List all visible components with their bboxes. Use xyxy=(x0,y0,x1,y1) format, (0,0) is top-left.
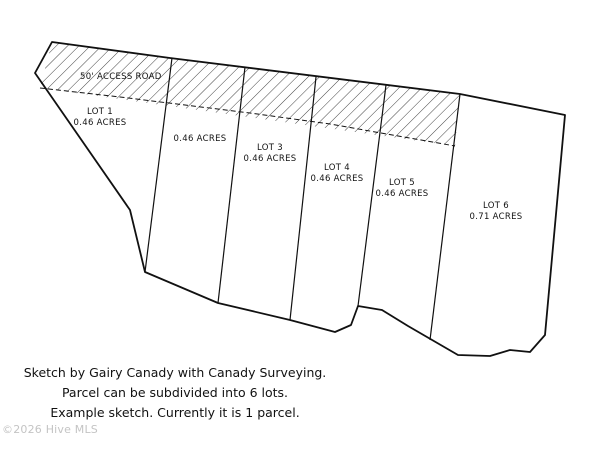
lot-3-name: LOT 3 xyxy=(257,143,283,153)
lot-1-name: LOT 1 xyxy=(87,107,113,117)
lot-3-area: 0.46 ACRES xyxy=(243,154,297,164)
lot-6-area: 0.71 ACRES xyxy=(469,212,523,222)
road-label: 50' ACCESS ROAD xyxy=(80,72,162,82)
lot-5-area: 0.46 ACRES xyxy=(375,189,429,199)
lot-4-area: 0.46 ACRES xyxy=(310,174,364,184)
lot-1-area: 0.46 ACRES xyxy=(73,118,127,128)
lot-2-area: 0.46 ACRES xyxy=(173,134,227,144)
caption-line-2: Parcel can be subdivided into 6 lots. xyxy=(61,385,289,400)
caption-line-1: Sketch by Gairy Canady with Canady Surveying. xyxy=(23,365,327,380)
access-road-hatch xyxy=(40,42,460,146)
sketch-caption xyxy=(0,363,350,423)
lot-4-name: LOT 4 xyxy=(324,163,350,173)
lot-6-name: LOT 6 xyxy=(483,201,509,211)
caption-line-3: Example sketch. Currently it is 1 parcel. xyxy=(50,405,300,420)
lot-5-name: LOT 5 xyxy=(389,178,415,188)
mls-watermark: ©2026 Hive MLS xyxy=(2,423,98,436)
